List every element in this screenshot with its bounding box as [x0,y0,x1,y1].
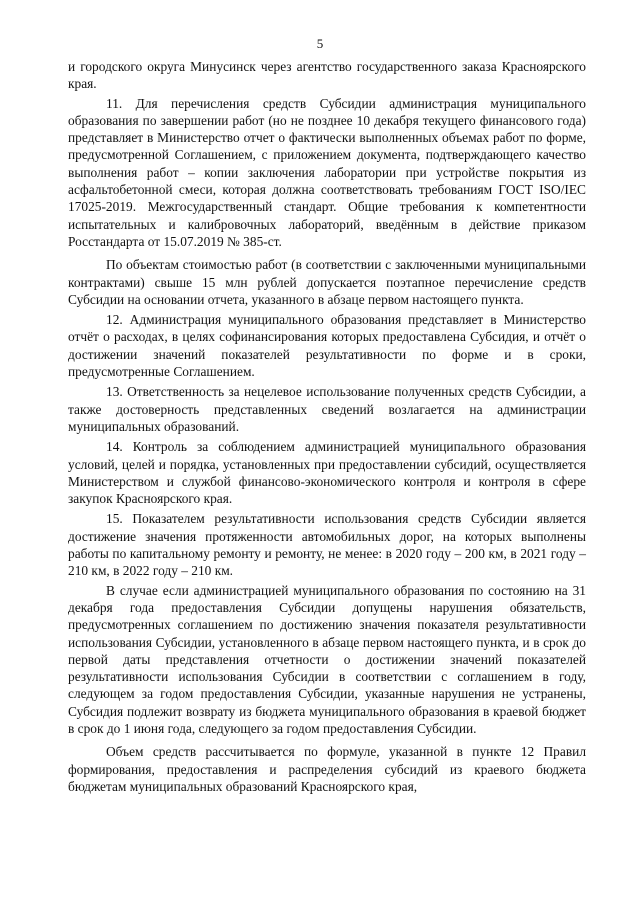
paragraph-15: 15. Показателем результативности использования средств Субсидии является достижение значения протяженности автомобильных дорог, на которых выполнены работы по капитальному ремонту и ремонту, не менее: в 2020 году – 200 км, в 2021 году – 210 км, в 2022 году – 210 км. [68,511,586,579]
paragraph-14: 14. Контроль за соблюдением администрацией муниципального образования условий, целей и порядка, установленных при предоставлении субсидий, осуществляется Министерством и службой финансово-экономического контроля и контроля в сфере закупок Красноярского края. [68,439,586,507]
paragraph-15-violation: В случае если администрацией муниципального образования по состоянию на 31 декабря года предоставления Субсидии допущены нарушения обязательств, предусмотренных соглашением по достижению значения показателя результативности использования Субсидии, установленного в абзаце первом настоящего пункта, и в срок до первой даты представления отчетности о достижении значений показателей результативности использования Субсидии в соответствии с соглашением в году, следующем за годом предоставления Субсидии, указанные нарушения не устранены, Субсидия подлежит возврату из бюджета муниципального образования в краевой бюджет в срок до 1 июня года, следующего за годом предоставления Субсидии. [68,582,586,736]
paragraph-11-staged-transfer: По объектам стоимостью работ (в соответствии с заключенными муниципальными контрактами) свыше 15 млн рублей допускается поэтапное перечисление средств Субсидии на основании отчета, указанного в абзаце первом настоящего пункта. [68,257,586,307]
paragraph-11: 11. Для перечисления средств Субсидии администрация муниципального образования по завершении работ (но не позднее 10 декабря текущего финансового года) представляет в Министерство отчет о фактически выполненных объемах работ по форме, предусмотренной Соглашением, с приложением документа, подтверждающего качество выполнения работ – копии заключения лаборатории при устройстве покрытия из асфальтобетонной смеси, которая должна соответствовать требованиям ГОСТ ISO/IEC 17025-2019. Межгосударственный стандарт. Общие требования к компетентности испытательных и калибровочных лабораторий, введённым в действие приказом Росстандарта от 15.07.2019 № 385-ст. [68,95,586,249]
document-body [68,58,586,795]
paragraph-continuation: и городского округа Минусинск через агентство государственного заказа Красноярского края. [68,59,586,92]
paragraph-12: 12. Администрация муниципального образования представляет в Министерство отчёт о расходах, в целях софинансирования которых предоставлена Субсидия, и отчёт о достижении значений показателей результативности по форме и в сроки, предусмотренные Соглашением. [68,312,586,380]
paragraph-15-calculation: Объем средств рассчитывается по формуле, указанной в пункте 12 Правил формирования, предоставления и распределения субсидий из краевого бюджета бюджетам муниципальных образований Красноярского края, [68,744,586,794]
paragraph-13: 13. Ответственность за нецелевое использование полученных средств Субсидии, а также достоверность представленных сведений возлагается на администрации муниципальных образований. [68,384,586,434]
page-number: 5 [316,36,324,51]
